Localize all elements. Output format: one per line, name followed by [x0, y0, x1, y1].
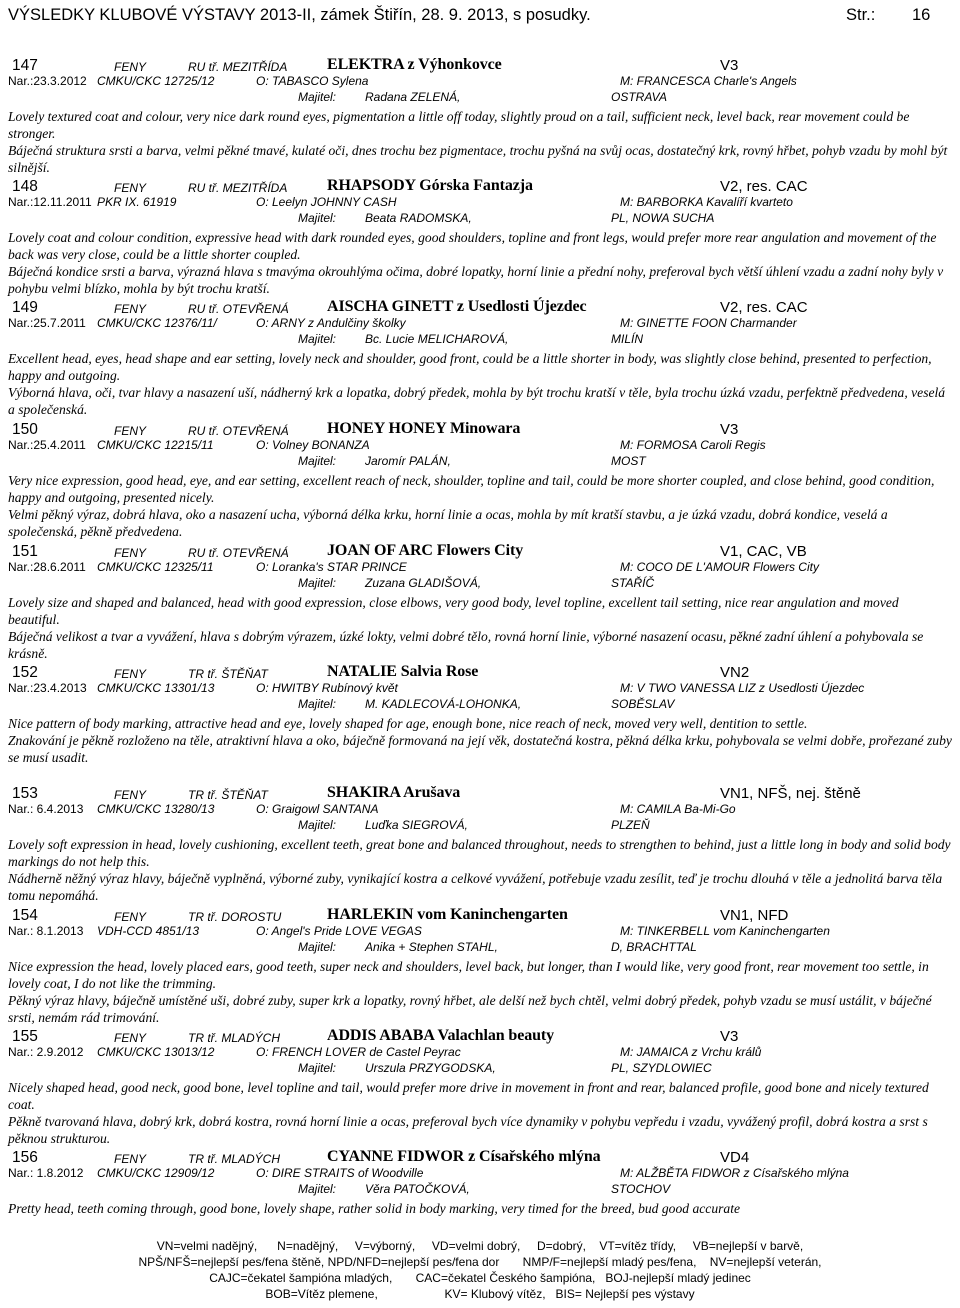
birth-date: Nar.:23.3.2012	[8, 74, 87, 88]
dam: M: FORMOSA Caroli Regis	[620, 438, 766, 452]
entry-class: TR tř. ŠTĚŇAT	[188, 788, 268, 802]
legend-line: NPŠ/NFŠ=nejlepší pes/fena štěně, NPD/NFD=nejlepší pes/fena dor NMP/F=nejlepší mladý pes/fena, NV=nejlepší veterán,	[138, 1255, 822, 1269]
legend-line: BOB=Vítěz plemene, KV= Klubový vítěz, BIS= Nejlepší pes výstavy	[265, 1287, 695, 1301]
owner-name: Jaromír PALÁN,	[365, 454, 451, 468]
owner-label: Majitel:	[298, 332, 337, 346]
dam: M: V TWO VANESSA LIZ z Usedlosti Újezdec	[620, 681, 865, 695]
owner-name: Urszula PRZYGODSKA,	[365, 1061, 496, 1075]
entry-class: TR tř. DOROSTU	[188, 910, 282, 924]
entry-number: 153	[12, 785, 38, 802]
entry-sex: FENY	[114, 181, 147, 195]
entry-148	[8, 177, 952, 297]
entry-number: 152	[12, 664, 38, 681]
dam: M: JAMAICA z Vrchu králů	[620, 1045, 762, 1059]
registration: CMKU/CKC 12725/12	[97, 74, 215, 88]
entry-152	[8, 663, 952, 766]
entry-sex: FENY	[114, 546, 147, 560]
owner-name: Beata RADOMSKA,	[365, 211, 472, 225]
birth-date: Nar.:23.4.2013	[8, 681, 87, 695]
critique-en: Lovely soft expression in head, lovely cushioning, excellent teeth, great bone and balanced throughout, needs to strengthen to behind, just a little long in body and solid body markings do not help this.	[8, 837, 951, 869]
owner-label: Majitel:	[298, 90, 337, 104]
owner-label: Majitel:	[298, 454, 337, 468]
registration: CMKU/CKC 13280/13	[97, 802, 215, 816]
critique-en: Nice expression the head, lovely placed ears, good teeth, super neck and shoulders, level back, but longer, than I would like, very good front, rear movement too settle, in lovely coat, I do not like the trimming.	[8, 959, 929, 991]
birth-date: Nar.: 8.1.2013	[8, 924, 84, 938]
legend-line: VN=velmi nadějný, N=nadějný, V=výborný, VD=velmi dobrý, D=dobrý, VT=vítěz třídy, VB=nejlepší v barvě,	[156, 1239, 804, 1253]
page-number: 16	[912, 6, 931, 24]
owner-place: PL, NOWA SUCHA	[611, 211, 715, 225]
registration: CMKU/CKC 12376/11/	[97, 316, 217, 330]
dam: M: FRANCESCA Charle's Angels	[620, 74, 797, 88]
entry-result: V3	[720, 421, 739, 438]
entry-number: 156	[12, 1149, 38, 1166]
registration: CMKU/CKC 12215/11	[97, 438, 214, 452]
critique-cz: Nádherně něžný výraz hlavy, báječně vyplněná, výborné zuby, vynikající kostra a celkové vyvážení, potřebuje vzadu zesílit, teď je trochu dlouhá v těle a jednolitá barva těla tomu nepomáhá.	[8, 871, 943, 903]
entry-number: 147	[12, 57, 38, 74]
sire: O: ARNY z Andulčiny školky	[256, 316, 406, 330]
entry-sex: FENY	[114, 667, 147, 681]
owner-place: OSTRAVA	[611, 90, 668, 104]
owner-place: STOCHOV	[611, 1182, 671, 1196]
dog-name: ELEKTRA z Výhonkovce	[327, 56, 502, 73]
entry-result: V1, CAC, VB	[720, 543, 807, 560]
page-label: Str.:	[846, 6, 876, 24]
entry-class: RU tř. OTEVŘENÁ	[188, 424, 289, 438]
entry-sex: FENY	[114, 788, 147, 802]
dam: M: BARBORKA Kavalíří kvarteto	[620, 195, 793, 209]
owner-label: Majitel:	[298, 818, 337, 832]
owner-label: Majitel:	[298, 211, 337, 225]
owner-place: D, BRACHTTAL	[611, 940, 697, 954]
entry-number: 151	[12, 543, 38, 560]
entry-result: V2, res. CAC	[720, 299, 808, 316]
birth-date: Nar.: 6.4.2013	[8, 802, 84, 816]
critique-en: Lovely coat and colour condition, expressive head with dark rounded eyes, good shoulders, topline and front legs, would prefer more rear angulation and movement of the back was very close, could be a little shorter coupled.	[8, 230, 937, 262]
owner-name: Zuzana GLADIŠOVÁ,	[365, 576, 482, 590]
dam: M: TINKERBELL vom Kaninchengarten	[620, 924, 830, 938]
entry-sex: FENY	[114, 302, 147, 316]
sire: O: TABASCO Sylena	[256, 74, 369, 88]
entry-155	[8, 1027, 952, 1147]
entry-number: 149	[12, 299, 38, 316]
critique-cz: Pěkný výraz hlavy, báječně umístěné uši, dobré zuby, super krk a lopatky, rovný hřbet, ale delší než bych chtěl, velmi dobrý předek, pohyb vzadu se musí ustálit, v báječné srsti, nemám rád trimování.	[8, 993, 932, 1025]
entry-154	[8, 906, 952, 1026]
entry-number: 154	[12, 907, 38, 924]
birth-date: Nar.:25.7.2011	[8, 316, 86, 330]
critique-en: Excellent head, eyes, head shape and ear setting, lovely neck and shoulder, good front, could be a little shorter in body, was slightly close behind, presented to perfection, happy and outgoing.	[8, 351, 932, 383]
entry-result: VN2	[720, 664, 750, 681]
entry-class: TR tř. ŠTĚŇAT	[188, 667, 268, 681]
owner-place: MILÍN	[611, 332, 644, 346]
legend-line: CAJC=čekatel šampióna mladých, CAC=čekatel Českého šampióna, BOJ-nejlepší mladý jedinec	[209, 1271, 751, 1285]
entry-151	[8, 542, 952, 662]
entry-147	[8, 56, 952, 176]
registration: CMKU/CKC 12325/11	[97, 560, 214, 574]
critique-en: Pretty head, teeth coming through, good bone, lovely shape, rather solid in body marking, very timed for the breed, bud good accurate	[8, 1201, 741, 1216]
registration: CMKU/CKC 12909/12	[97, 1166, 215, 1180]
entry-153	[8, 784, 952, 904]
birth-date: Nar.: 1.8.2012	[8, 1166, 84, 1180]
dog-name: NATALIE Salvia Rose	[327, 663, 479, 680]
entry-149	[8, 298, 952, 418]
owner-place: STAŘÍČ	[611, 576, 655, 590]
dog-name: ADDIS ABABA Valachlan beauty	[327, 1027, 555, 1044]
owner-label: Majitel:	[298, 576, 337, 590]
entry-sex: FENY	[114, 60, 147, 74]
critique-cz: Výborná hlava, oči, tvar hlavy a nasazení uší, nádherný krk a lopatka, dobrý předek, mohla by být trochu kratší v těle, byla trochu úzká vzadu, perfektně předvedena, veselá a společenská.	[8, 385, 946, 417]
entry-class: RU tř. MEZITŘÍDA	[188, 60, 288, 74]
entry-result: VN1, NFŠ, nej. štěně	[720, 785, 861, 802]
entry-sex: FENY	[114, 424, 147, 438]
dog-name: HONEY HONEY Minowara	[327, 420, 521, 437]
critique-cz: Báječná kondice srsti a barva, výrazná hlava s tmavýma okrouhlýma očima, dobré lopatky, horní linie a přední nohy, preferoval bych větší úhlení vzadu a zadní nohy byly v pohybu velmi blízko, mohla by být trochu kratší.	[8, 264, 944, 296]
owner-label: Majitel:	[298, 1061, 337, 1075]
entry-sex: FENY	[114, 1152, 147, 1166]
sire: O: HWITBY Rubínový květ	[256, 681, 398, 695]
owner-place: MOST	[611, 454, 646, 468]
owner-place: PL, SZYDLOWIEC	[611, 1061, 712, 1075]
entry-class: RU tř. OTEVŘENÁ	[188, 302, 289, 316]
critique-cz: Báječná struktura srsti a barva, velmi pěkné tmavé, kulaté oči, dnes trochu bez pigmentace, trochu pyšná na svůj ocas, dostatečný krk, rovný hřbet, pohyb vzadu by mohl být silnější.	[8, 143, 948, 175]
registration: PKR IX. 61919	[97, 195, 177, 209]
dog-name: JOAN OF ARC Flowers City	[327, 542, 524, 559]
sire: O: Loranka's STAR PRINCE	[256, 560, 407, 574]
sire: O: DIRE STRAITS of Woodville	[256, 1166, 424, 1180]
sire: O: FRENCH LOVER de Castel Peyrac	[256, 1045, 461, 1059]
entry-number: 150	[12, 421, 38, 438]
entry-result: V3	[720, 1028, 739, 1045]
entry-sex: FENY	[114, 1031, 147, 1045]
critique-cz: Báječná velikost a tvar a vyvážení, hlava s dobrým výrazem, úzké lokty, velmi dobré tělo, rovná horní linie, výborné nasazení ocasu, pěkné zadní úhlení a pohybovala se krásně.	[8, 629, 924, 661]
entry-sex: FENY	[114, 910, 147, 924]
sire: O: Volney BONANZA	[256, 438, 370, 452]
dog-name: CYANNE FIDWOR z Císařského mlýna	[327, 1148, 601, 1165]
page-header	[8, 6, 952, 32]
owner-name: Bc. Lucie MELICHAROVÁ,	[365, 332, 509, 346]
abbreviation-legend	[0, 1238, 960, 1302]
registration: CMKU/CKC 13013/12	[97, 1045, 215, 1059]
dog-name: AISCHA GINETT z Usedlosti Újezdec	[327, 298, 587, 315]
sire: O: Angel's Pride LOVE VEGAS	[256, 924, 422, 938]
critique-cz: Pěkně tvarovaná hlava, dobrý krk, dobrá kostra, rovná horní linie a ocas, preferoval bych více dynamiky v pohybu vepředu i vzadu, vyvážený profil, dobrá kostra a srst s pěknou strukturou.	[8, 1114, 928, 1146]
dog-name: HARLEKIN vom Kaninchengarten	[327, 906, 568, 923]
critique-en: Lovely size and shaped and balanced, head with good expression, close elbows, very good body, level topline, excellent tail setting, nice rear angulation and moved beautiful.	[8, 595, 899, 627]
dog-name: RHAPSODY Górska Fantazja	[327, 177, 533, 194]
entry-150	[8, 420, 952, 540]
owner-label: Majitel:	[298, 697, 337, 711]
entry-number: 155	[12, 1028, 38, 1045]
entry-number: 148	[12, 178, 38, 195]
owner-label: Majitel:	[298, 940, 337, 954]
critique-en: Lovely textured coat and colour, very nice dark round eyes, pigmentation a little off today, slightly proud on a tail, sufficient neck, level back, rear movement could be stronger.	[8, 109, 910, 141]
dam: M: CAMILA Ba-Mi-Go	[620, 802, 736, 816]
owner-name: M. KADLECOVÁ-LOHONKA,	[365, 697, 522, 711]
critique-en: Nice pattern of body marking, attractive head and eye, lovely shaped for age, enough bone, nice reach of neck, moved very well, dentition to settle.	[8, 716, 808, 731]
owner-name: Luďka SIEGROVÁ,	[365, 818, 468, 832]
entry-class: RU tř. MEZITŘÍDA	[188, 181, 288, 195]
critique-en: Nicely shaped head, good neck, good bone, level topline and tail, would prefer more drive in movement in front and rear, balanced profile, good bone and nicely textured coat.	[8, 1080, 929, 1112]
owner-name: Věra PATOČKOVÁ,	[365, 1182, 470, 1196]
critique-cz: Znakování je pěkně rozloženo na těle, atraktivní hlava a oko, báječně formovaná na její věk, dostatečná kostra, pěkná délka krku, pohybovala se velmi dobře, prořezané zuby se musí usadit.	[8, 733, 952, 765]
birth-date: Nar.:28.6.2011	[8, 560, 86, 574]
entry-result: V3	[720, 57, 739, 74]
registration: CMKU/CKC 13301/13	[97, 681, 215, 695]
owner-name: Radana ZELENÁ,	[365, 90, 461, 104]
entry-result: VN1, NFD	[720, 907, 789, 924]
critique-cz: Velmi pěkný výraz, dobrá hlava, oko a nasazení ucha, výborná délka krku, horní linie a ocas, mohla by mít kratší stavbu, a je úzká vzadu, dobrá kondice, veselá a společenská, pěkně předvedena.	[8, 507, 888, 539]
owner-place: PLZEŇ	[611, 818, 650, 832]
registration: VDH-CCD 4851/13	[97, 924, 200, 938]
sire: O: Leelyn JOHNNY CASH	[256, 195, 397, 209]
owner-name: Anika + Stephen STAHL,	[365, 940, 498, 954]
dam: M: COCO DE L'AMOUR Flowers City	[620, 560, 819, 574]
page-title: VÝSLEDKY KLUBOVÉ VÝSTAVY 2013-II, zámek Štiřín, 28. 9. 2013, s posudky.	[8, 6, 591, 24]
dam: M: ALŽBĚTA FIDWOR z Císařského mlýna	[620, 1166, 849, 1180]
birth-date: Nar.:25.4.2011	[8, 438, 86, 452]
birth-date: Nar.: 2.9.2012	[8, 1045, 84, 1059]
owner-place: SOBĚSLAV	[611, 697, 675, 711]
entry-result: VD4	[720, 1149, 750, 1166]
sire: O: Graigowl SANTANA	[256, 802, 379, 816]
dam: M: GINETTE FOON Charmander	[620, 316, 797, 330]
entry-result: V2, res. CAC	[720, 178, 808, 195]
birth-date: Nar.:12.11.2011	[8, 195, 92, 209]
entry-class: TR tř. MLADÝCH	[188, 1152, 281, 1166]
owner-label: Majitel:	[298, 1182, 337, 1196]
dog-name: SHAKIRA Arušava	[327, 784, 461, 801]
entry-156	[8, 1148, 952, 1217]
entry-class: RU tř. OTEVŘENÁ	[188, 546, 289, 560]
entry-class: TR tř. MLADÝCH	[188, 1031, 281, 1045]
critique-en: Very nice expression, good head, eye, and ear setting, excellent reach of neck, shoulder, topline and tail, could be more shorter coupled, and close behind, good condition, happy and outgoing, presented nicely.	[8, 473, 935, 505]
